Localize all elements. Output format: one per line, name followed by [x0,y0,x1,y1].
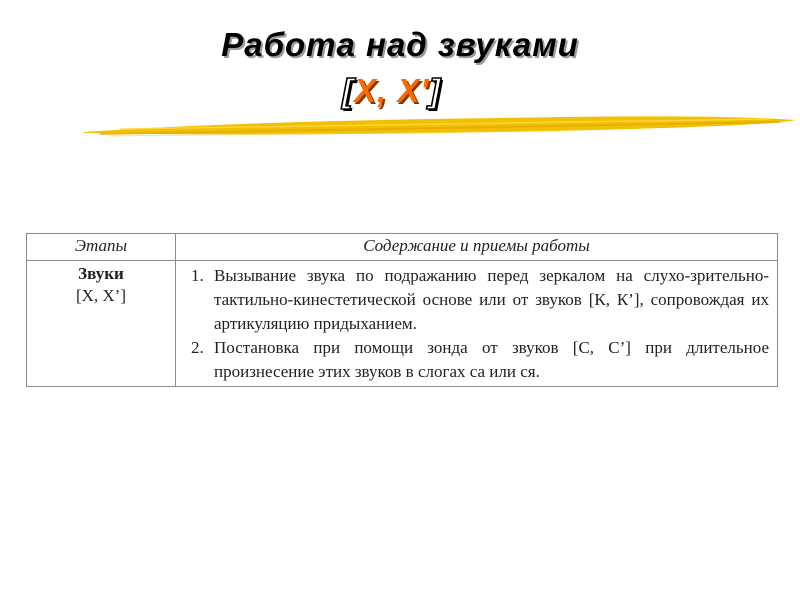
stage-name: Звуки [78,264,124,283]
list-item: 1. Вызывание звука по подражанию перед зеркалом на слухо-зрительно-тактильно-кинестетической основе или от звуков [К, К’], сопровождая их артикуляцию придыханием. [208,264,769,336]
title-sounds: Х, Х' [354,72,430,109]
list-item: 2. Постановка при помощи зонда от звуков [С, С’] при длительное произнесение этих звуков в слогах са или ся. [208,336,769,384]
stage-cell [27,261,176,387]
content-cell [176,261,778,387]
techniques-list [182,264,769,384]
bracket-close: ] [429,72,442,109]
header-stages: Этапы [27,234,176,261]
table-header-row [27,234,778,261]
stage-sounds: [Х, Х’] [75,286,127,305]
stages-table [26,233,778,387]
header-content: Содержание и приемы работы [176,234,778,261]
bracket-open: [ [342,72,354,109]
title-line-1: Работа над звуками [221,26,579,63]
table-row [27,261,778,387]
yellow-brush-stroke [80,112,800,142]
title-line-2 [342,72,441,110]
